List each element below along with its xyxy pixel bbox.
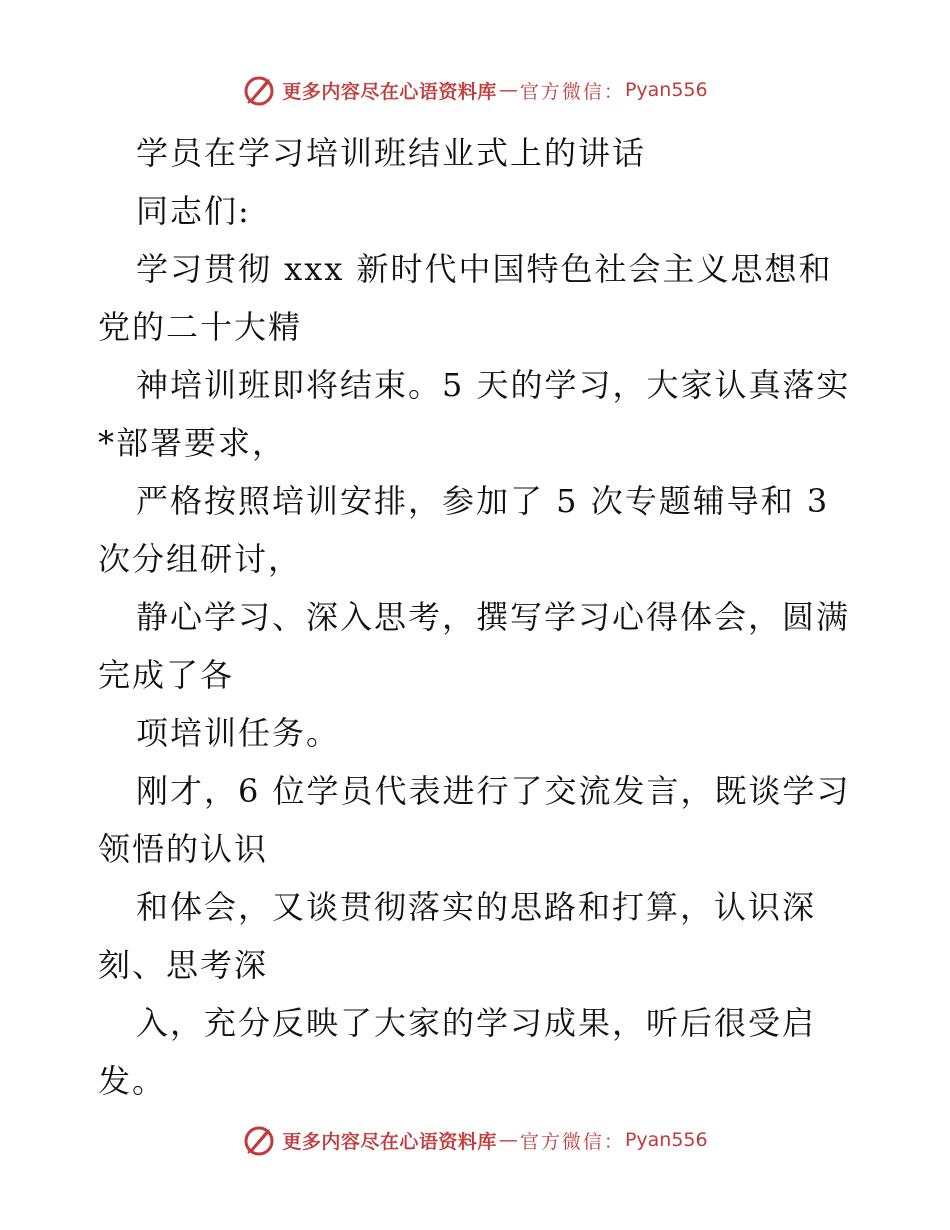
quill-seal-icon xyxy=(242,73,276,107)
banner-wechat-label: 官方微信： xyxy=(519,80,625,103)
paragraph-line: 刻、思考深 xyxy=(98,946,269,984)
paragraph-line: 神培训班即将结束。5 天的学习，大家认真落实 xyxy=(136,366,851,404)
paragraph-line: 项培训任务。 xyxy=(136,714,341,752)
document-salutation: 同志们: xyxy=(136,192,251,230)
quill-seal-icon xyxy=(242,1123,276,1157)
header-banner xyxy=(0,70,950,110)
paragraph-line: 刚才，6 位学员代表进行了交流发言，既谈学习 xyxy=(136,772,851,810)
paragraph-line: 和体会，又谈贯彻落实的思路和打算，认识深 xyxy=(136,888,817,926)
banner-wechat-id: Pyan556 xyxy=(624,1129,708,1151)
paragraph-line: 完成了各 xyxy=(98,656,235,694)
banner-dash: — xyxy=(498,79,518,101)
paragraph-line: 发。 xyxy=(98,1062,167,1100)
footer-banner xyxy=(0,1120,950,1160)
paragraph-line: 领悟的认识 xyxy=(98,830,269,868)
banner-wechat-label: 官方微信： xyxy=(519,1130,625,1153)
paragraph-line: 党的二十大精 xyxy=(98,308,303,346)
document-title: 学员在学习培训班结业式上的讲话 xyxy=(136,134,647,172)
paragraph-line: 学习贯彻 xxx 新时代中国特色社会主义思想和 xyxy=(136,250,833,288)
banner-main-text: 更多内容尽在心语资料库 xyxy=(282,80,497,103)
banner-main-text: 更多内容尽在心语资料库 xyxy=(282,1130,497,1153)
paragraph-line: 静心学习、深入思考，撰写学习心得体会，圆满 xyxy=(136,598,851,636)
document-body xyxy=(98,124,858,1110)
paragraph-line: 严格按照培训安排，参加了 5 次专题辅导和 3 xyxy=(136,482,830,520)
banner-dash: — xyxy=(498,1129,518,1151)
paragraph-line: 次分组研讨， xyxy=(98,540,303,578)
paragraph-line: 入，充分反映了大家的学习成果，听后很受启 xyxy=(136,1004,817,1042)
banner-wechat-id: Pyan556 xyxy=(624,79,708,101)
paragraph-line: *部署要求， xyxy=(98,424,287,462)
